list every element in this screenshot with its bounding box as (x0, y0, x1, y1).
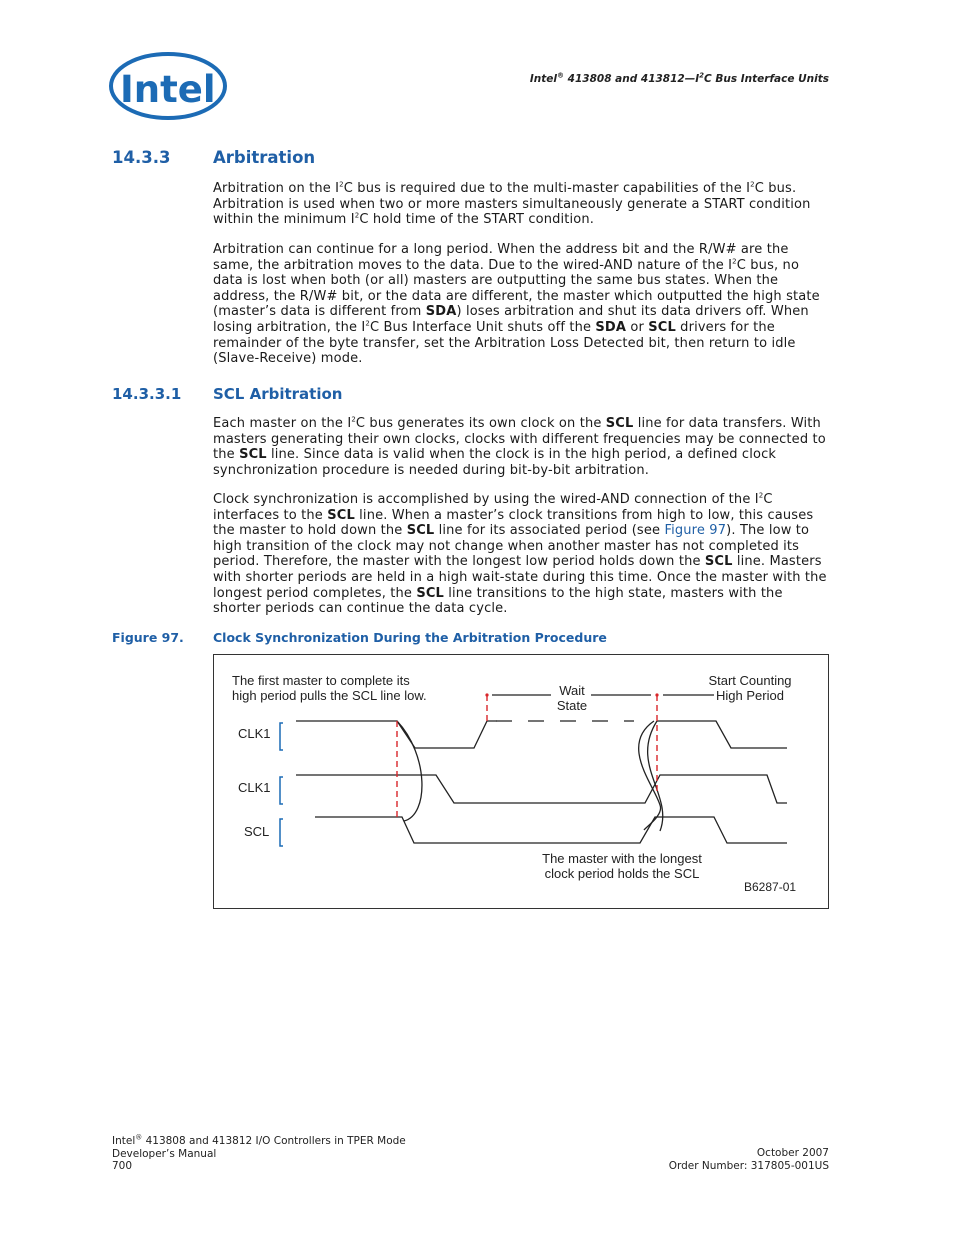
subsection-title: SCL Arbitration (213, 385, 343, 403)
svg-text:Intel: Intel (120, 68, 216, 111)
figure-id: B6287-01 (744, 880, 797, 894)
figure-caption (112, 630, 607, 645)
note-right-line1: Start Counting (708, 673, 792, 688)
clk1-b-wave (296, 775, 787, 803)
scl-wave (315, 817, 787, 843)
timing-diagram (213, 654, 829, 909)
footer-order: Order Number: 317805-001US (668, 1159, 829, 1172)
page-number: 700 (112, 1160, 133, 1172)
note-bottom-line2: clock period holds the SCL (544, 866, 700, 881)
paragraph-3: Each master on the $I^2C$ bus generates its own clock on the SCL line for data transfers. With masters generating their own clocks, clocks with different frequencies may be connected to the SCL line. Since data is valid when the clock is in the high period, a defined clock synchronization procedure is needed during bit-by-bit arbitration. (213, 415, 826, 478)
label-clk1-b: CLK1 (238, 780, 271, 795)
waveforms (296, 695, 787, 843)
footer-left: Intel® 413808 and 413812 I/O Controllers in TPER Mode Developer’s Manual 700 (112, 1133, 406, 1172)
label-clk1-a: CLK1 (238, 726, 271, 741)
footer-date: October 2007 (756, 1147, 829, 1159)
signal-brackets (280, 723, 283, 846)
footer-manual: Developer’s Manual (112, 1147, 217, 1160)
note-right-line2: High Period (716, 688, 784, 703)
section-title: Arbitration (213, 148, 316, 167)
label-scl: SCL (244, 824, 270, 839)
figure-97-link[interactable]: Figure 97 (664, 523, 727, 539)
section-heading (112, 148, 316, 167)
running-header: Intel® 413808 and $413812—I^2C$ Bus Interface Units (529, 71, 829, 85)
sync-curve-left (397, 721, 422, 821)
paragraph-4: Clock synchronization is accomplished by using the wired-AND connection of the $I^2C$ interfaces to the SCL line. When a master’s clock transitions from high to low, this causes the master to hold down the SCL line for its associated period (see Figure 97). The low to high transition of the clock may not change when another master has not completed its period. Therefore, the master with the longest low period holds down the SCL line. Masters with shorter periods are held in a high wait-state during this time. Once the master with the longest period completes, the SCL line transitions to the high state, masters with the shorter periods can continue the data cycle. (213, 491, 827, 617)
section-number: 14.3.3 (112, 148, 171, 167)
intel-logo (108, 50, 228, 122)
clk1-a-tail (657, 721, 787, 748)
subsection-heading (112, 385, 343, 403)
wait-label-1: Wait (559, 683, 585, 698)
note-bottom-line1: The master with the longest (542, 851, 702, 866)
subsection-number: 14.3.3.1 (112, 385, 182, 403)
note-left-line2: high period pulls the SCL line low. (232, 688, 427, 703)
figure-title: Clock Synchronization During the Arbitration Procedure (213, 630, 607, 645)
sync-curve-right-2 (648, 721, 663, 831)
sync-markers (397, 695, 657, 821)
wait-label-2: State (556, 698, 588, 713)
figure-number: Figure 97. (112, 630, 184, 645)
note-left-line1: The first master to complete its (232, 673, 410, 688)
footer-right (560, 1147, 829, 1172)
paragraph-2: Arbitration can continue for a long period. When the address bit and the R/W# are the same, the arbitration moves to the data. Due to the wired-AND nature of the $I^2C$ bus, no data is lost when both (or all) masters are outputting the same bus states. When the address, the R/W# bit, or the data are different, the master which outputted the high state (master’s data is different from SDA) loses arbitration and shut its data drivers off. When losing arbitration, the $I^2C$ Bus Interface Unit shuts off the SDA or SCL drivers for the remainder of the byte transfer, set the Arbitration Loss Detected bit, then return to idle (Slave-Receive) mode. (213, 242, 820, 367)
paragraph-1: Arbitration on the $I^2C$ bus is required due to the multi-master capabilities of the $I^2C$ bus. Arbitration is used when two or more masters simultaneously generate a START condition within the minimum $I^2C$ hold time of the START condition. (213, 180, 811, 228)
